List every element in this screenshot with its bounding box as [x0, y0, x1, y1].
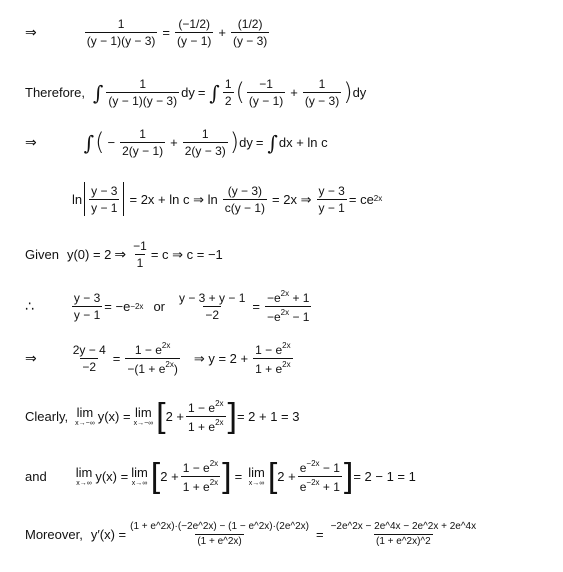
integral-sign: ∫ — [83, 130, 95, 155]
limit: lim x→∞ — [75, 465, 93, 487]
fraction: $\frac{1}{2(y - 3)}$ — [184, 127, 226, 158]
fraction: $\frac{-e^{2x} + 1}{-e^{2x} - 1}$ — [266, 289, 310, 324]
integral-sign: ∫ — [267, 130, 278, 155]
fraction: $\frac{1}{2}$ — [224, 77, 232, 108]
eq-line-3: ⇒ ∫ ( − $\frac{1}{2(y - 1)}$ + $\frac{1}{2(y - 3)}$ ) dy = ∫ dx + ln c — [25, 127, 328, 158]
fraction: $\frac{1}{(y - 1)(y - 3)}$ — [86, 17, 156, 48]
fraction: $\frac{2y - 4}{-2}$ — [72, 343, 106, 374]
eq-line-10: Moreover, y′(x) = $\frac{(1 + e\^{}2x)\cdot(-2e\^{}2x) - (1 - e\^{}2x)\cdot(2e\^{}2x)}{(1 + e\^{}2x)}$ = $\frac{-2e\^{}2x - 2e\^{}4x - 2e\^{}2x + 2e\^{}4x}{(1 + e\^{}2x)\^{}2}$ — [25, 521, 477, 547]
fraction: $\frac{1 - e^{2x}}{1 + e^{2x}}$ — [182, 459, 219, 494]
implies-symbol: ⇒ — [25, 24, 37, 41]
fraction: $\frac{1}{(y - 1)(y - 3)}$ — [108, 77, 178, 108]
fraction: $\frac{-2e\^{}2x - 2e\^{}4x - 2e\^{}2x + 2e\^{}4x}{(1 + e\^{}2x)\^{}2}$ — [330, 521, 477, 547]
limit: lim x→−∞ — [75, 405, 95, 427]
limit: lim x→−∞ — [133, 405, 154, 427]
fraction: $\frac{(1 + e\^{}2x)\cdot(-2e\^{}2x) - (1 - e\^{}2x)\cdot(2e\^{}2x)}{(1 + e\^{}2x)}$ — [130, 521, 309, 547]
fraction: $\frac{1}{2(y - 1)}$ — [122, 127, 164, 158]
fraction: $\frac{(y - 3)}{c(y - 1)}$ — [224, 183, 266, 215]
eq-line-4: ln $\frac{y - 3}{y - 1}$ = 2x + ln c ⇒ ln $\frac{(y - 3)}{c(y - 1)}$ = 2x ⇒ $\frac{y - 3}{y - 1}$ = ce 2x — [72, 183, 383, 215]
fraction: $\frac{-1}{1}$ — [133, 239, 147, 270]
integral-sign: ∫ — [209, 80, 220, 105]
fraction: $\frac{y - 3}{y - 1}$ — [91, 183, 118, 215]
fraction: $\frac{1 - e^{2x}}{1 + e^{2x}}$ — [188, 399, 224, 434]
fraction: $\frac{1 - e^{2x}}{-(1 + e^{2x})}$ — [127, 341, 178, 376]
eq-line-5: Given y(0) = 2 ⇒ $\frac{-1}{1}$ = c ⇒ c = −1 — [25, 239, 223, 270]
fraction: $\frac{(1/2)}{(y - 3)}$ — [232, 17, 268, 48]
fraction: $\frac{y - 3}{y - 1}$ — [318, 183, 345, 215]
fraction: $\frac{(-1/2)}{(y - 1)}$ — [177, 17, 212, 48]
integral-sign: ∫ — [92, 80, 104, 105]
fraction: $\frac{1}{(y - 3)}$ — [304, 77, 340, 108]
eq-line-7: ⇒ $\frac{2y - 4}{-2}$ = $\frac{1 - e^{2x}}{-(1 + e^{2x})}$ ⇒ y = 2 + $\frac{1 - e^{2x}}{1 + e^{2x}}$ — [25, 341, 291, 376]
fraction: $\frac{y - 3}{y - 1}$ — [73, 291, 101, 322]
label-therefore: Therefore, — [25, 85, 85, 100]
limit: lim x→∞ — [248, 465, 265, 487]
fraction: $\frac{-1}{(y - 1)}$ — [248, 77, 284, 108]
fraction: $\frac{e^{-2x} - 1}{e^{-2x} + 1}$ — [299, 459, 340, 494]
fraction: $\frac{y - 3 + y - 1}{-2}$ — [179, 291, 246, 322]
eq-line-9: and lim x→∞ y(x) = lim x→∞ [ 2 + $\frac{1 - e^{2x}}{1 + e^{2x}}$ ] = lim x→∞ [ 2 + $\frac{e^{-2x} - 1}{e^{-2x} + 1}$ ] = 2 − 1 = 1 — [25, 456, 416, 495]
eq-line-2: Therefore, ∫ $\frac{1}{(y - 1)(y - 3)}$ dy = ∫ $\frac{1}{2}$ ( $\frac{-1}{(y - 1)}$ + $\frac{1}{(y - 3)}$ ) dy — [25, 77, 367, 108]
eq-line-8: Clearly, lim x→−∞ y(x) = lim x→−∞ [ 2 + $\frac{1 - e^{2x}}{1 + e^{2x}}$ ] = 2 + 1 = 3 — [25, 396, 300, 435]
eq-line-6: ∴ $\frac{y - 3}{y - 1}$ = −e −2x or $\frac{y - 3 + y - 1}{-2}$ = $\frac{-e^{2x} + 1}{-e^{2x} - 1}$ — [25, 289, 310, 324]
limit: lim x→∞ — [131, 465, 148, 487]
fraction: $\frac{1 - e^{2x}}{1 + e^{2x}}$ — [255, 341, 291, 376]
eq-line-1: ⇒ $\frac{1}{(y - 1)(y - 3)}$ = $\frac{(-1/2)}{(y - 1)}$ + $\frac{(1/2)}{(y - 3)}$ — [25, 17, 268, 48]
